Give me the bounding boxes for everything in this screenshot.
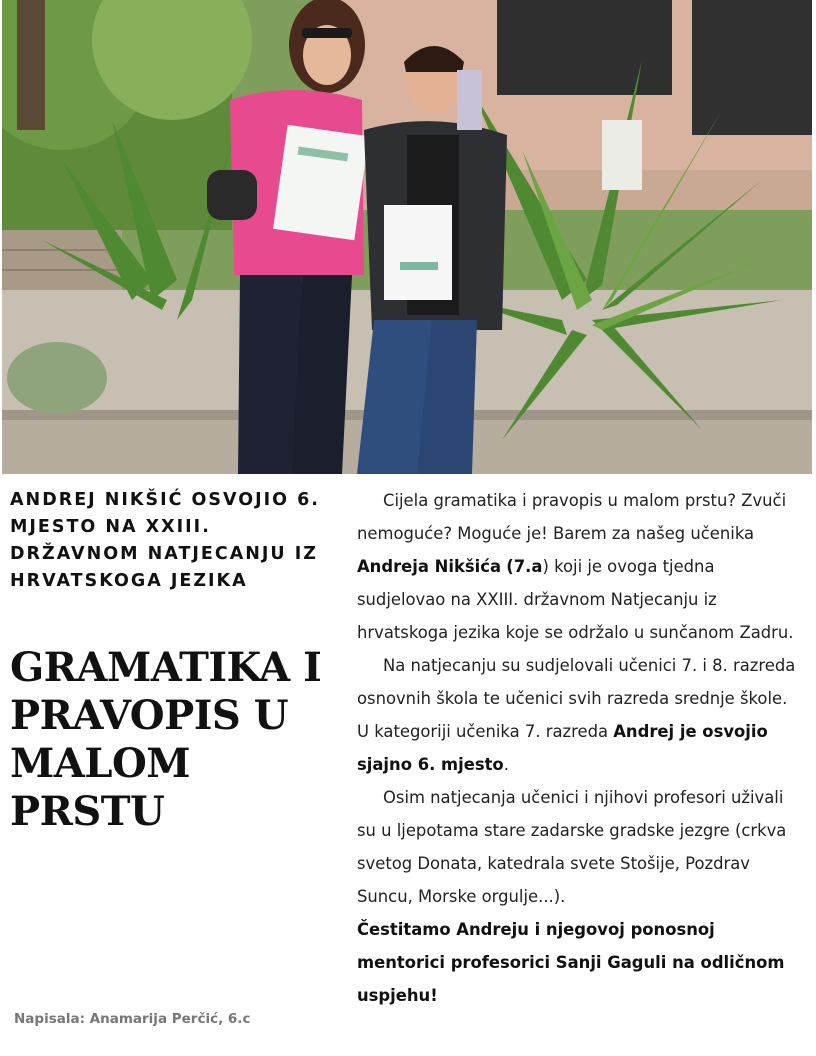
article-body	[357, 484, 802, 1012]
result-text-c: .	[503, 755, 509, 774]
photo-of-student-and-mentor-icon	[2, 0, 812, 474]
result-text-a: Na natjecanju su sudjelovali učenici 7. i 8. razreda osnovnih škola te učenici svih razreda srednje škole. U kategoriji učenika 7. razreda	[357, 656, 796, 741]
article-kicker: ANDREJ NIKŠIĆ OSVOJIO 6. MJESTO NA XXIII. DRŽAVNOM NATJECANJU IZ HRVATSKOGA JEZIKA	[10, 490, 320, 591]
paragraph-intro	[357, 484, 802, 649]
article-byline: Napisala: Anamarija Perčić, 6.c	[14, 1011, 251, 1027]
intro-text-d: ) koji je ovoga tjedna sudjelovao na XXIII. državnom Natjecanju iz hrvatskoga jezika koje se održalo u sunčanom Zadru.	[357, 557, 794, 642]
student-name: Andreja Nikšića	[357, 557, 502, 576]
article-photo	[2, 0, 812, 474]
article-headline: GRAMATIKA I PRAVOPIS U MALOM PRSTU	[10, 644, 322, 835]
paragraph-result	[357, 649, 802, 781]
result-highlight: Andrej je osvojio sjajno 6. mjesto	[357, 722, 768, 774]
paragraph-congratulations: Čestitamo Andreju i njegovoj ponosnoj mentorici profesorici Sanji Gaguli na odličnom uspjehu!	[357, 920, 785, 1005]
student-class: (7.a	[506, 557, 543, 576]
intro-text-a: Cijela gramatika i pravopis u malom prstu? Zvuči nemoguće? Moguće je! Barem za našeg učenika	[357, 491, 787, 543]
paragraph-zadar: Osim natjecanja učenici i njihovi profesori uživali su u ljepotama stare zadarske gradske jezgre (crkva svetog Donata, katedrala svete Stošije, Pozdrav Suncu, Morske orgulje...).	[357, 788, 787, 906]
